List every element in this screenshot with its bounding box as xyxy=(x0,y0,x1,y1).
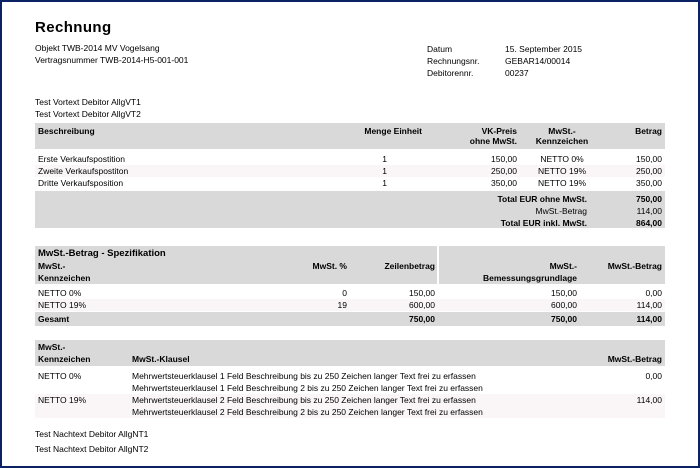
spec-header-tax-amount: MwSt.-Betrag xyxy=(607,261,662,271)
item-row-3-description: Dritte Verkaufsposition xyxy=(38,178,124,188)
items-header-unitprice-line2: ohne MwSt. xyxy=(469,136,517,146)
spec-row-2-tax-amount: 114,00 xyxy=(636,300,662,310)
spec-header-code-line1: MwSt.- xyxy=(38,261,66,271)
spec-row-2-line-amount: 600,00 xyxy=(409,300,435,310)
spec-header-line-amount: Zeilenbetrag xyxy=(384,261,435,271)
item-row-3-unitprice: 350,00 xyxy=(491,178,517,188)
spec-header-percent: MwSt. % xyxy=(312,261,347,271)
spec-row-1-line-amount: 150,00 xyxy=(409,288,435,298)
pre-text-line-2: Test Vortext Debitor AllgVT2 xyxy=(35,109,141,119)
total-value-gross: 864,00 xyxy=(636,218,662,228)
item-row-2-quantity: 1 xyxy=(382,166,387,176)
spec-row-1-percent: 0 xyxy=(342,288,347,298)
item-row-1-unitprice: 150,00 xyxy=(491,154,517,164)
total-label-gross: Total EUR inkl. MwSt. xyxy=(500,218,587,228)
invoice-meta xyxy=(427,43,582,79)
clause-header-code-line2: Kennzeichen xyxy=(38,354,91,364)
item-row-3-amount: 350,00 xyxy=(636,178,662,188)
total-value-net: 750,00 xyxy=(636,194,662,204)
spec-row-2-code: NETTO 19% xyxy=(38,300,87,310)
spec-row-1-basis: 150,00 xyxy=(551,288,577,298)
items-header-amount: Betrag xyxy=(635,126,662,136)
contract-line: Vertragsnummer TWB-2014-H5-001-001 xyxy=(35,55,189,65)
spec-header-basis-line1: MwSt.- xyxy=(549,261,577,271)
meta-value-rechnungsnr: GEBAR14/00014 xyxy=(505,56,571,66)
clause-header-code-line1: MwSt.- xyxy=(38,342,66,352)
spec-row-1-code: NETTO 0% xyxy=(38,288,82,298)
items-header-description: Beschreibung xyxy=(38,126,95,136)
clause-row-2-line2: Mehrwertsteuerklausel 2 Feld Beschreibung 2 bis zu 250 Zeichen langer Text frei zu erfassen xyxy=(132,407,483,417)
clause-row-1-line2: Mehrwertsteuerklausel 1 Feld Beschreibung 2 bis zu 250 Zeichen langer Text frei zu erfassen xyxy=(132,383,483,393)
clause-row-1-tax-amount: 0,00 xyxy=(645,371,662,381)
total-label-tax: MwSt.-Betrag xyxy=(535,206,587,216)
meta-value-datum: 15. September 2015 xyxy=(505,44,583,54)
spec-row-2-basis: 600,00 xyxy=(551,300,577,310)
clause-row-2-code: NETTO 19% xyxy=(38,395,87,405)
spec-section-title: MwSt.-Betrag - Spezifikation xyxy=(38,248,166,259)
total-label-net: Total EUR ohne MwSt. xyxy=(497,194,587,204)
meta-row-rechnungsnr xyxy=(427,55,582,67)
item-row-2-description: Zweite Verkaufspostiton xyxy=(38,166,129,176)
item-row-2-amount: 250,00 xyxy=(636,166,662,176)
meta-row-debitorennr xyxy=(427,67,582,79)
spec-row-2-percent: 19 xyxy=(337,300,347,310)
post-text-line-2: Test Nachtext Debitor AllgNT2 xyxy=(35,444,149,454)
clause-row-2-line1: Mehrwertsteuerklausel 2 Feld Beschreibung bis zu 250 Zeichen langer Text frei zu erfassen xyxy=(132,395,476,405)
meta-row-datum xyxy=(427,43,582,55)
items-header-taxcode-line2: Kennzeichen xyxy=(535,136,589,146)
item-row-1-description: Erste Verkaufspostition xyxy=(38,154,125,164)
clause-header-tax-amount: MwSt.-Betrag xyxy=(607,354,662,364)
item-row-3-quantity: 1 xyxy=(382,178,387,188)
clause-row-2-tax-amount: 114,00 xyxy=(636,395,662,405)
spec-row-1-tax-amount: 0,00 xyxy=(645,288,662,298)
meta-value-debitorennr: 00237 xyxy=(505,68,529,78)
items-header-unitprice-line1: VK-Preis xyxy=(481,126,517,136)
total-value-tax: 114,00 xyxy=(636,206,662,216)
spec-total-basis: 750,00 xyxy=(551,314,577,324)
clause-header-clause: MwSt.-Klausel xyxy=(132,354,190,364)
items-header-quantity: Menge Einheit xyxy=(364,126,422,136)
item-row-1-quantity: 1 xyxy=(382,154,387,164)
page-title: Rechnung xyxy=(35,19,112,36)
document-body xyxy=(2,2,698,466)
clause-row-1-line1: Mehrwertsteuerklausel 1 Feld Beschreibung bis zu 250 Zeichen langer Text frei zu erfassen xyxy=(132,371,476,381)
object-line: Objekt TWB-2014 MV Vogelsang xyxy=(35,43,160,53)
spec-total-tax-amount: 114,00 xyxy=(636,314,662,324)
spec-header-basis-line2: Bemessungsgrundlage xyxy=(483,273,577,283)
item-row-1-taxcode: NETTO 0% xyxy=(540,154,584,164)
item-row-2-unitprice: 250,00 xyxy=(491,166,517,176)
meta-label-datum: Datum xyxy=(427,44,453,54)
item-row-2-taxcode: NETTO 19% xyxy=(537,166,587,176)
spec-total-label: Gesamt xyxy=(38,314,70,324)
post-text-line-1: Test Nachtext Debitor AllgNT1 xyxy=(35,429,149,439)
items-header-taxcode-line1: MwSt.- xyxy=(548,126,576,136)
clause-header-band xyxy=(35,340,665,366)
meta-label-debitorennr: Debitorennr. xyxy=(427,68,474,78)
spec-total-line-amount: 750,00 xyxy=(409,314,435,324)
spec-header-code-line2: Kennzeichen xyxy=(38,273,91,283)
pre-text-line-1: Test Vortext Debitor AllgVT1 xyxy=(35,97,141,107)
meta-label-rechnungsnr: Rechnungsnr. xyxy=(427,56,480,66)
clause-row-1-code: NETTO 0% xyxy=(38,371,82,381)
item-row-1-amount: 150,00 xyxy=(636,154,662,164)
item-row-3-taxcode: NETTO 19% xyxy=(537,178,587,188)
